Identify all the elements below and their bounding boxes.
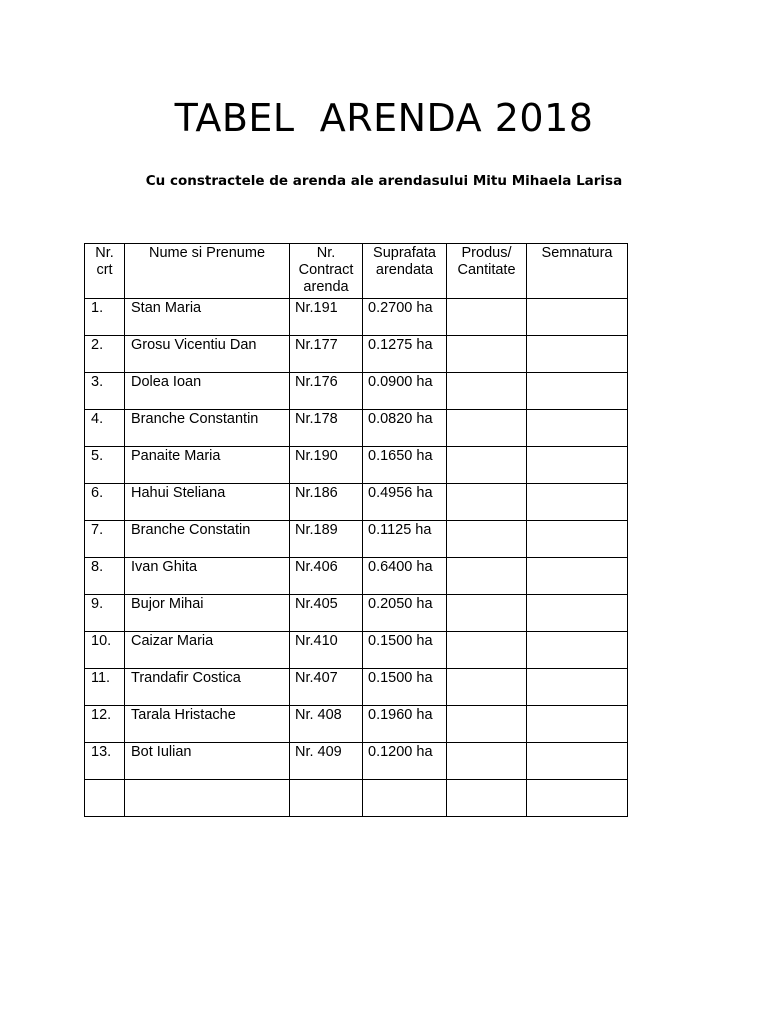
cell-semnatura (527, 410, 628, 447)
cell-produs (447, 447, 527, 484)
cell-name: Grosu Vicentiu Dan (125, 336, 290, 373)
cell-nr: 3. (85, 373, 125, 410)
cell-nr: 7. (85, 521, 125, 558)
cell-semnatura (527, 336, 628, 373)
cell-contract: Nr.405 (290, 595, 363, 632)
arenda-table (84, 243, 628, 817)
header-nr-contract: Nr. Contract arenda (290, 244, 363, 299)
cell-area: 0.0820 ha (363, 410, 447, 447)
cell-semnatura (527, 669, 628, 706)
cell-semnatura (527, 484, 628, 521)
table-row (85, 558, 628, 595)
cell-contract: Nr. 409 (290, 743, 363, 780)
table-row (85, 484, 628, 521)
table-row (85, 410, 628, 447)
cell-name: Bujor Mihai (125, 595, 290, 632)
cell-semnatura (527, 373, 628, 410)
table-row (85, 336, 628, 373)
document-title: TABEL ARENDA 2018 (174, 96, 594, 140)
cell-area: 0.1275 ha (363, 336, 447, 373)
cell-contract: Nr.406 (290, 558, 363, 595)
cell-produs (447, 632, 527, 669)
cell-produs (447, 410, 527, 447)
cell-area: 0.4956 ha (363, 484, 447, 521)
cell-produs (447, 373, 527, 410)
cell-name: Stan Maria (125, 299, 290, 336)
cell-semnatura (527, 632, 628, 669)
cell-nr: 12. (85, 706, 125, 743)
header-nume-prenume: Nume si Prenume (125, 244, 290, 299)
table-body (85, 299, 628, 817)
cell-area: 0.1650 ha (363, 447, 447, 484)
cell-produs (447, 336, 527, 373)
cell-area: 0.1125 ha (363, 521, 447, 558)
cell-area: 0.2050 ha (363, 595, 447, 632)
cell-contract: Nr.176 (290, 373, 363, 410)
cell-contract: Nr.189 (290, 521, 363, 558)
cell-name: Panaite Maria (125, 447, 290, 484)
cell-contract: Nr.177 (290, 336, 363, 373)
cell-name: Dolea Ioan (125, 373, 290, 410)
cell-produs (447, 669, 527, 706)
cell-name: Caizar Maria (125, 632, 290, 669)
cell-semnatura (527, 706, 628, 743)
cell-area: 0.1500 ha (363, 632, 447, 669)
cell-name: Tarala Hristache (125, 706, 290, 743)
cell-produs (447, 743, 527, 780)
table-row (85, 447, 628, 484)
document-subtitle: Cu constractele de arenda ale arendasului Mitu Mihaela Larisa (145, 173, 623, 189)
cell-semnatura (527, 447, 628, 484)
cell-semnatura (527, 780, 628, 817)
cell-semnatura (527, 521, 628, 558)
cell-nr: 8. (85, 558, 125, 595)
cell-produs (447, 299, 527, 336)
cell-name: Ivan Ghita (125, 558, 290, 595)
cell-produs (447, 706, 527, 743)
cell-contract (290, 780, 363, 817)
cell-produs (447, 484, 527, 521)
cell-area (363, 780, 447, 817)
cell-area: 0.1960 ha (363, 706, 447, 743)
cell-produs (447, 780, 527, 817)
header-produs-cantitate: Produs/ Cantitate (447, 244, 527, 299)
table-row (85, 780, 628, 817)
table-header-row (85, 244, 628, 299)
cell-semnatura (527, 743, 628, 780)
cell-contract: Nr.407 (290, 669, 363, 706)
cell-contract: Nr.178 (290, 410, 363, 447)
cell-nr: 9. (85, 595, 125, 632)
cell-produs (447, 595, 527, 632)
table-row (85, 632, 628, 669)
cell-contract: Nr.186 (290, 484, 363, 521)
cell-area: 0.2700 ha (363, 299, 447, 336)
header-semnatura: Semnatura (527, 244, 628, 299)
header-nr-crt: Nr. crt (85, 244, 125, 299)
table-row (85, 373, 628, 410)
cell-name: Bot Iulian (125, 743, 290, 780)
cell-name: Branche Constatin (125, 521, 290, 558)
cell-area: 0.6400 ha (363, 558, 447, 595)
cell-semnatura (527, 595, 628, 632)
cell-contract: Nr.410 (290, 632, 363, 669)
cell-nr: 5. (85, 447, 125, 484)
header-suprafata: Suprafata arendata (363, 244, 447, 299)
cell-semnatura (527, 558, 628, 595)
cell-name (125, 780, 290, 817)
table-row (85, 669, 628, 706)
table-row (85, 743, 628, 780)
cell-semnatura (527, 299, 628, 336)
cell-nr: 13. (85, 743, 125, 780)
cell-nr: 2. (85, 336, 125, 373)
cell-nr: 6. (85, 484, 125, 521)
cell-area: 0.1500 ha (363, 669, 447, 706)
cell-nr: 11. (85, 669, 125, 706)
cell-name: Hahui Steliana (125, 484, 290, 521)
cell-area: 0.0900 ha (363, 373, 447, 410)
cell-area: 0.1200 ha (363, 743, 447, 780)
table-row (85, 521, 628, 558)
table-row (85, 595, 628, 632)
cell-nr: 1. (85, 299, 125, 336)
cell-name: Trandafir Costica (125, 669, 290, 706)
cell-nr: 4. (85, 410, 125, 447)
cell-contract: Nr. 408 (290, 706, 363, 743)
cell-nr (85, 780, 125, 817)
table-row (85, 299, 628, 336)
table-row (85, 706, 628, 743)
cell-nr: 10. (85, 632, 125, 669)
cell-produs (447, 521, 527, 558)
cell-contract: Nr.190 (290, 447, 363, 484)
cell-produs (447, 558, 527, 595)
cell-contract: Nr.191 (290, 299, 363, 336)
cell-name: Branche Constantin (125, 410, 290, 447)
